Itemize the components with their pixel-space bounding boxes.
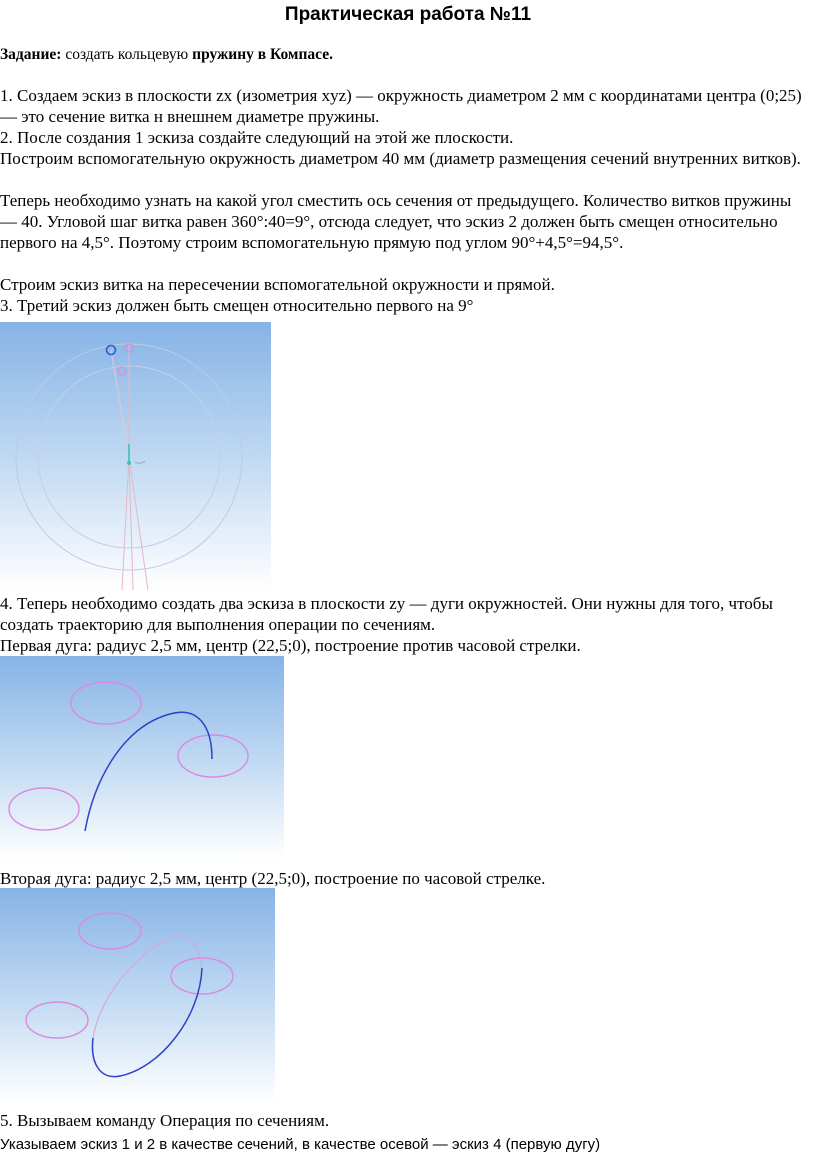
step-2-text: 2. После создания 1 эскиза создайте следующий на этой же плоскости.	[0, 128, 514, 147]
step-1-text: 1. Создаем эскиз в плоскости zx (изометрия xyz) — окружность диаметром 2 мм с координатами центра (0;25) — это сечение витка н внешнем диаметре пружины.	[0, 86, 802, 126]
page-title: Практическая работа №11	[284, 4, 532, 25]
figure-sketch-plane-zx	[0, 322, 271, 590]
figure-arc-cw	[0, 888, 275, 1102]
task-text: создать кольцевую	[65, 46, 189, 63]
step-3-text: 3. Третий эскиз должен быть смещен относительно первого на 9°	[0, 296, 474, 315]
coil-sketch-text: Строим эскиз витка на пересечении вспомогательной окружности и прямой.	[0, 275, 555, 294]
task-line	[0, 46, 333, 64]
angle-calc-text: Теперь необходимо узнать на какой угол сместить ось сечения от предыдущего. Количество витков пружины — 40. Угловой шаг витка равен 360°:40=9°, отсюда следует, что эскиз 2 должен быть смещен относительно первого на 4,5°. Поэтому строим вспомогательную прямую под углом 90°+4,5°=94,5°.	[0, 191, 792, 252]
aux-circle-text: Построим вспомогательную окружность диаметром 40 мм (диаметр размещения сечений внутренних витков).	[0, 149, 801, 168]
step-4-text: 4. Теперь необходимо создать два эскиза в плоскости zy — дуги окружностей. Они нужны для того, чтобы создать траекторию для выполнения операции по сечениям.	[0, 594, 773, 634]
arc-1-text: Первая дуга: радиус 2,5 мм, центр (22,5;0), построение против часовой стрелки.	[0, 636, 581, 655]
step-5-text: 5. Вызываем команду Операция по сечениям.	[0, 1111, 330, 1130]
arc-2-text: Вторая дуга: радиус 2,5 мм, центр (22,5;0), построение по часовой стрелке.	[0, 869, 546, 888]
task-bold-tail: пружину в Компасе.	[192, 46, 333, 63]
task-label: Задание:	[0, 46, 62, 63]
instruction-line: Указываем эскиз 1 и 2 в качестве сечений, в качестве осевой — эскиз 4 (первую дугу)	[0, 1136, 601, 1153]
figure-arc-ccw	[0, 656, 284, 860]
